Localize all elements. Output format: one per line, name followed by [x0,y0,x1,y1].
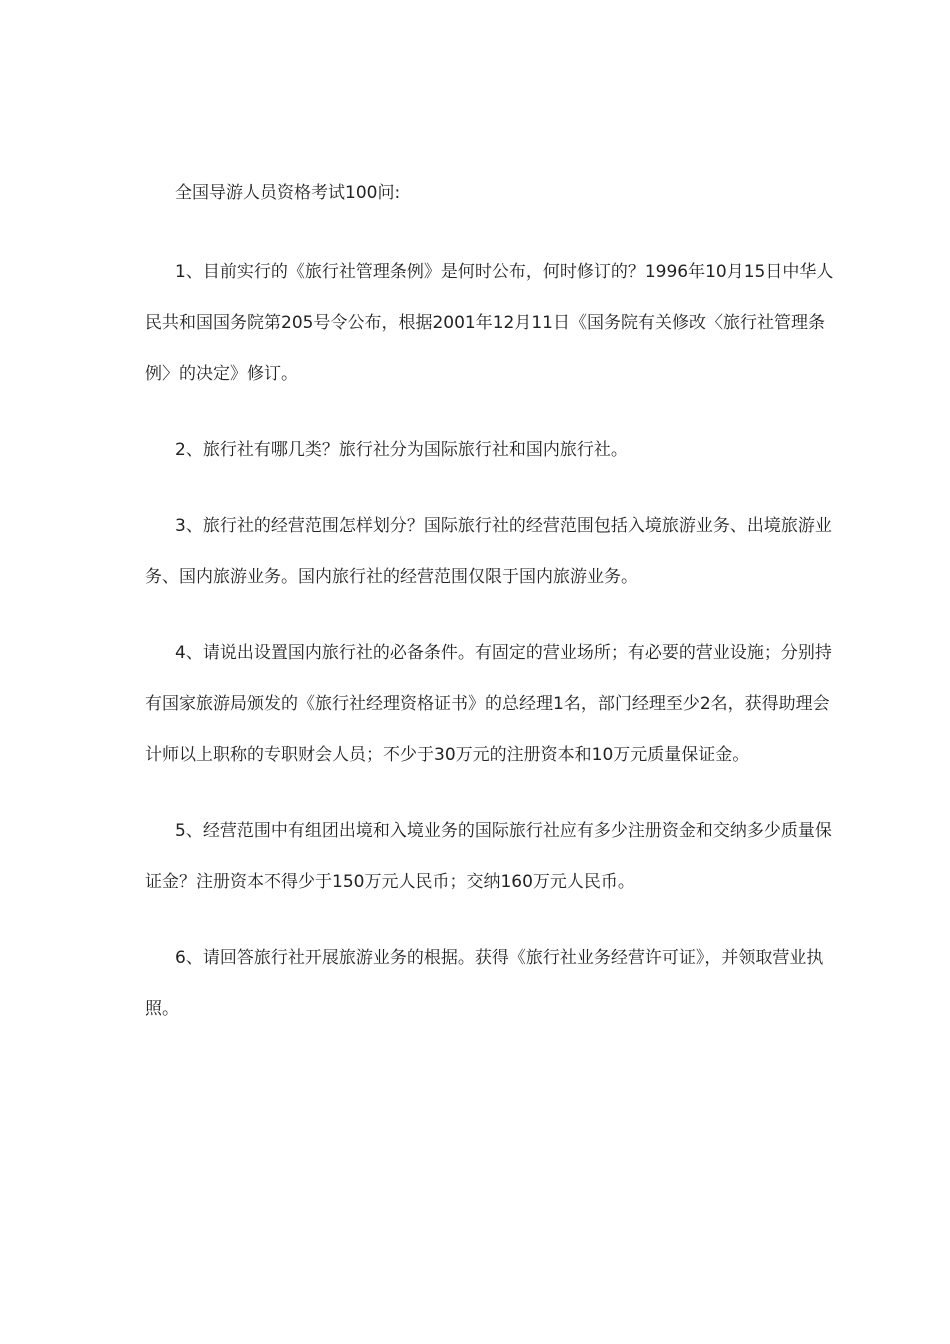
question-4: 4、请说出设置国内旅行社的必备条件。有固定的营业场所；有必要的营业设施；分别持有国家旅游局颁发的《旅行社经理资格证书》的总经理1名，部门经理至少2名，获得助理会计师以上职称的专职财会人员；不少于30万元的注册资本和10万元质量保证金。 [145,643,832,765]
question-5: 5、经营范围中有组团出境和入境业务的国际旅行社应有多少注册资金和交纳多少质量保证金？注册资本不得少于150万元人民币；交纳160万元人民币。 [145,821,832,892]
document-body [145,168,845,1060]
question-2: 2、旅行社有哪几类？旅行社分为国际旅行社和国内旅行社。 [175,440,628,460]
question-1: 1、目前实行的《旅行社管理条例》是何时公布，何时修订的？1996年10月15日中华人民共和国国务院第205号令公布，根据2001年12月11日《国务院有关修改〈旅行社管理条例〉的决定》修订。 [145,262,834,384]
question-6: 6、请回答旅行社开展旅游业务的根据。获得《旅行社业务经营许可证》，并领取营业执照。 [145,948,824,1019]
question-3: 3、旅行社的经营范围怎样划分？国际旅行社的经营范围包括入境旅游业务、出境旅游业务、国内旅游业务。国内旅行社的经营范围仅限于国内旅游业务。 [145,516,832,587]
document-title: 全国导游人员资格考试100问: [175,183,401,203]
